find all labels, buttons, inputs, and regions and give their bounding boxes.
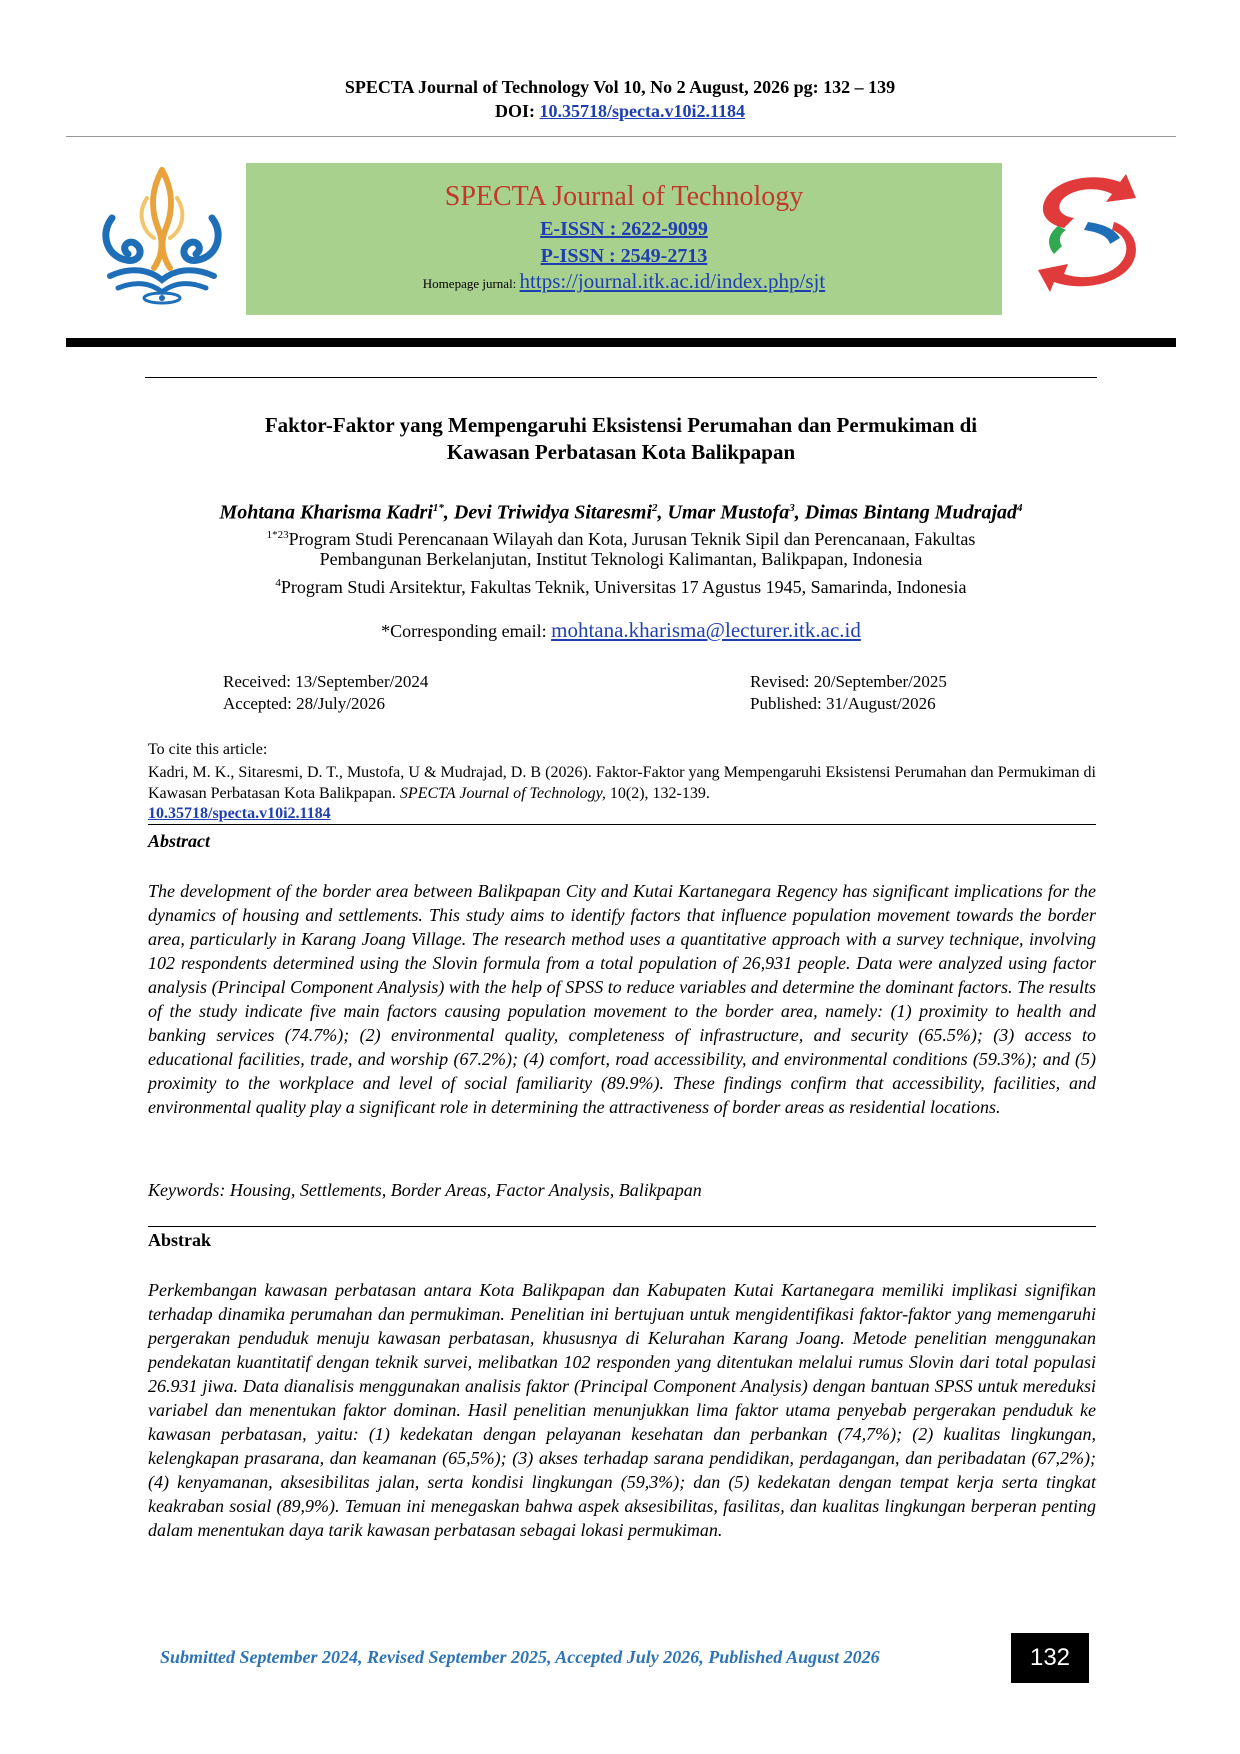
abstract-heading: Abstract	[148, 831, 211, 851]
affiliation-sup: 1*23	[266, 529, 289, 541]
affiliation-2	[145, 572, 1097, 599]
abstract-body	[148, 879, 1096, 1119]
homepage-link[interactable]: https://journal.itk.ac.id/index.php/sjt	[519, 269, 826, 293]
author-separator: ,	[794, 501, 805, 524]
doi-label: DOI:	[495, 101, 540, 121]
corresponding-email-link[interactable]: mohtana.kharisma@lecturer.itk.ac.id	[551, 618, 861, 642]
accepted-date: Accepted: 28/July/2026	[223, 694, 385, 713]
citation-part-2: 10(2), 132-139.	[605, 785, 710, 802]
abstrak-heading: Abstrak	[148, 1230, 212, 1250]
doi-link[interactable]: 10.35718/specta.v10i2.1184	[539, 101, 745, 121]
affiliation-1-line-1	[145, 524, 1097, 551]
corresponding-email-line	[145, 618, 1097, 643]
affiliation-text: Program Studi Arsitektur, Fakultas Teknik, Universitas 17 Agustus 1945, Samarinda, Indonesia	[280, 577, 967, 597]
keywords: Keywords: Housing, Settlements, Border Areas, Factor Analysis, Balikpapan	[148, 1180, 702, 1200]
corresponding-label: *Corresponding email:	[381, 621, 552, 641]
citation-text	[148, 762, 1096, 804]
published-date: Published: 31/August/2026	[750, 694, 936, 713]
author-name: Devi Triwidya Sitaresmi	[453, 501, 653, 524]
page-number: 132	[1011, 1633, 1089, 1683]
running-header: SPECTA Journal of Technology Vol 10, No 2 August, 2026 pg: 132 – 139	[344, 77, 896, 97]
author-separator: ,	[657, 501, 668, 524]
citation-journal: SPECTA Journal of Technology,	[399, 785, 606, 802]
author-sup: 2	[652, 502, 658, 514]
pissn-line	[246, 245, 1002, 268]
specta-s-arrows-logo	[1024, 168, 1150, 294]
abstrak-paragraph: Perkembangan kawasan perbatasan antara Kota Balikpapan dan Kabupaten Kutai Kartanegara memiliki implikasi signifikan terhadap dinamika perumahan dan permukiman. Penelitian ini bertujuan untuk mengidentifikasi faktor-faktor yang memengaruhi pergerakan penduduk menuju kawasan perbatasan, khususnya di Kelurahan Karang Joang. Metode penelitian menggunakan pendekatan kuantitatif dengan teknik survei, melibatkan 102 responden yang ditentukan melalui rumus Slovin dari total populasi 26.931 jiwa. Data dianalisis menggunakan analisis faktor (Principal Component Analysis) dengan bantuan SPSS untuk mereduksi variabel dan menentukan faktor dominan. Hasil penelitian menunjukkan lima faktor utama penyebab pergerakan penduduk ke kawasan perbatasan, yaitu: (1) kedekatan dengan pelayanan kesehatan dan perbankan (74,7%); (2) kualitas lingkungan, kelengkapan prasarana, dan keamanan (65,5%); (3) akses terhadap sarana pendidikan, perdagangan, dan peribadatan (67,2%); (4) kenyamanan, aksesibilitas jalan, serta kondisi lingkungan (59,3%); dan (5) kedekatan dengan tempat kerja serta tingkat keakraban sosial (89,9%). Temuan ini menegaskan bahwa aspek aksesibilitas, fasilitas, dan kualitas lingkungan berperan penting dalam menentukan daya tarik kawasan perbatasan sebagai lokasi permukiman.	[148, 1280, 1096, 1540]
eissn-link[interactable]: E-ISSN : 2622-9099	[540, 218, 708, 240]
paper-title-line-1: Faktor-Faktor yang Mempengaruhi Eksistensi Perumahan dan Permukiman di	[264, 413, 978, 437]
paper-title-line-2: Kawasan Perbatasan Kota Balikpapan	[446, 440, 796, 464]
affiliation-text: Program Studi Perencanaan Wilayah dan Kota, Jurusan Teknik Sipil dan Perencanaan, Fakultas	[288, 529, 976, 549]
doi-line	[0, 100, 1240, 122]
pissn-link[interactable]: P-ISSN : 2549-2713	[540, 245, 708, 267]
author-sup: 4	[1017, 502, 1023, 514]
revised-date: Revised: 20/September/2025	[750, 672, 947, 691]
title-top-rule	[145, 377, 1097, 378]
header-rule	[66, 136, 1176, 137]
abstrak-top-rule	[148, 1226, 1096, 1227]
author-separator: ,	[443, 501, 454, 524]
header-thick-bar	[66, 338, 1176, 347]
citation-part-1: Kadri, M. K., Sitaresmi, D. T., Mustofa, U & Mudrajad, D. B (2026). Faktor-Faktor yang Mempengaruhi Eksistensi Perumahan dan Permukiman di Kawasan Perbatasan Kota Balikpapan.	[148, 764, 1096, 802]
itk-emblem-logo	[92, 158, 232, 308]
homepage-line	[246, 269, 1002, 294]
author-name: Mohtana Kharisma Kadri	[219, 501, 433, 524]
author-name: Umar Mustofa	[667, 501, 790, 524]
citation-doi-link[interactable]: 10.35718/specta.v10i2.1184	[148, 805, 331, 822]
cite-label: To cite this article:	[148, 741, 268, 758]
author-name: Dimas Bintang Mudrajad	[804, 501, 1018, 524]
journal-title: SPECTA Journal of Technology	[444, 181, 804, 212]
paper-title	[145, 412, 1097, 466]
author-list	[145, 496, 1097, 525]
journal-info-box	[246, 163, 1002, 315]
affiliation-1-line-2: Pembangunan Berkelanjutan, Institut Teknologi Kalimantan, Balikpapan, Indonesia	[319, 549, 923, 569]
received-date: Received: 13/September/2024	[223, 672, 429, 691]
author-sup: 1*	[432, 502, 444, 514]
affiliation-sup: 4	[275, 577, 281, 589]
abstract-top-rule	[148, 824, 1096, 825]
abstrak-body	[148, 1278, 1096, 1542]
homepage-label: Homepage jurnal:	[422, 276, 520, 291]
abstract-paragraph: The development of the border area between Balikpapan City and Kutai Kartanegara Regency has significant implications for the dynamics of housing and settlements. This study aims to identify factors that influence population movement towards the border area, particularly in Karang Joang Village. The research method uses a quantitative approach with a survey technique, involving 102 respondents determined using the Slovin formula from a total population of 26,931 people. Data were analyzed using factor analysis (Principal Component Analysis) with the help of SPSS to reduce variables and determine the dominant factors. The results of the study indicate five main factors causing population movement to the border area, namely: (1) proximity to health and banking services (74.7%); (2) environmental quality, completeness of infrastructure, and security (65.5%); (3) access to educational facilities, trade, and worship (67.2%); (4) comfort, road accessibility, and environmental conditions (59.3%); and (5) proximity to the workplace and level of social familiarity (89.9%). These findings confirm that accessibility, facilities, and environmental quality play a significant role in determining the attractiveness of border areas as residential locations.	[148, 881, 1096, 1117]
footer-submission-line: Submitted September 2024, Revised September 2025, Accepted July 2026, Published August 2026	[160, 1647, 880, 1667]
author-sup: 3	[789, 502, 795, 514]
eissn-line	[246, 218, 1002, 241]
